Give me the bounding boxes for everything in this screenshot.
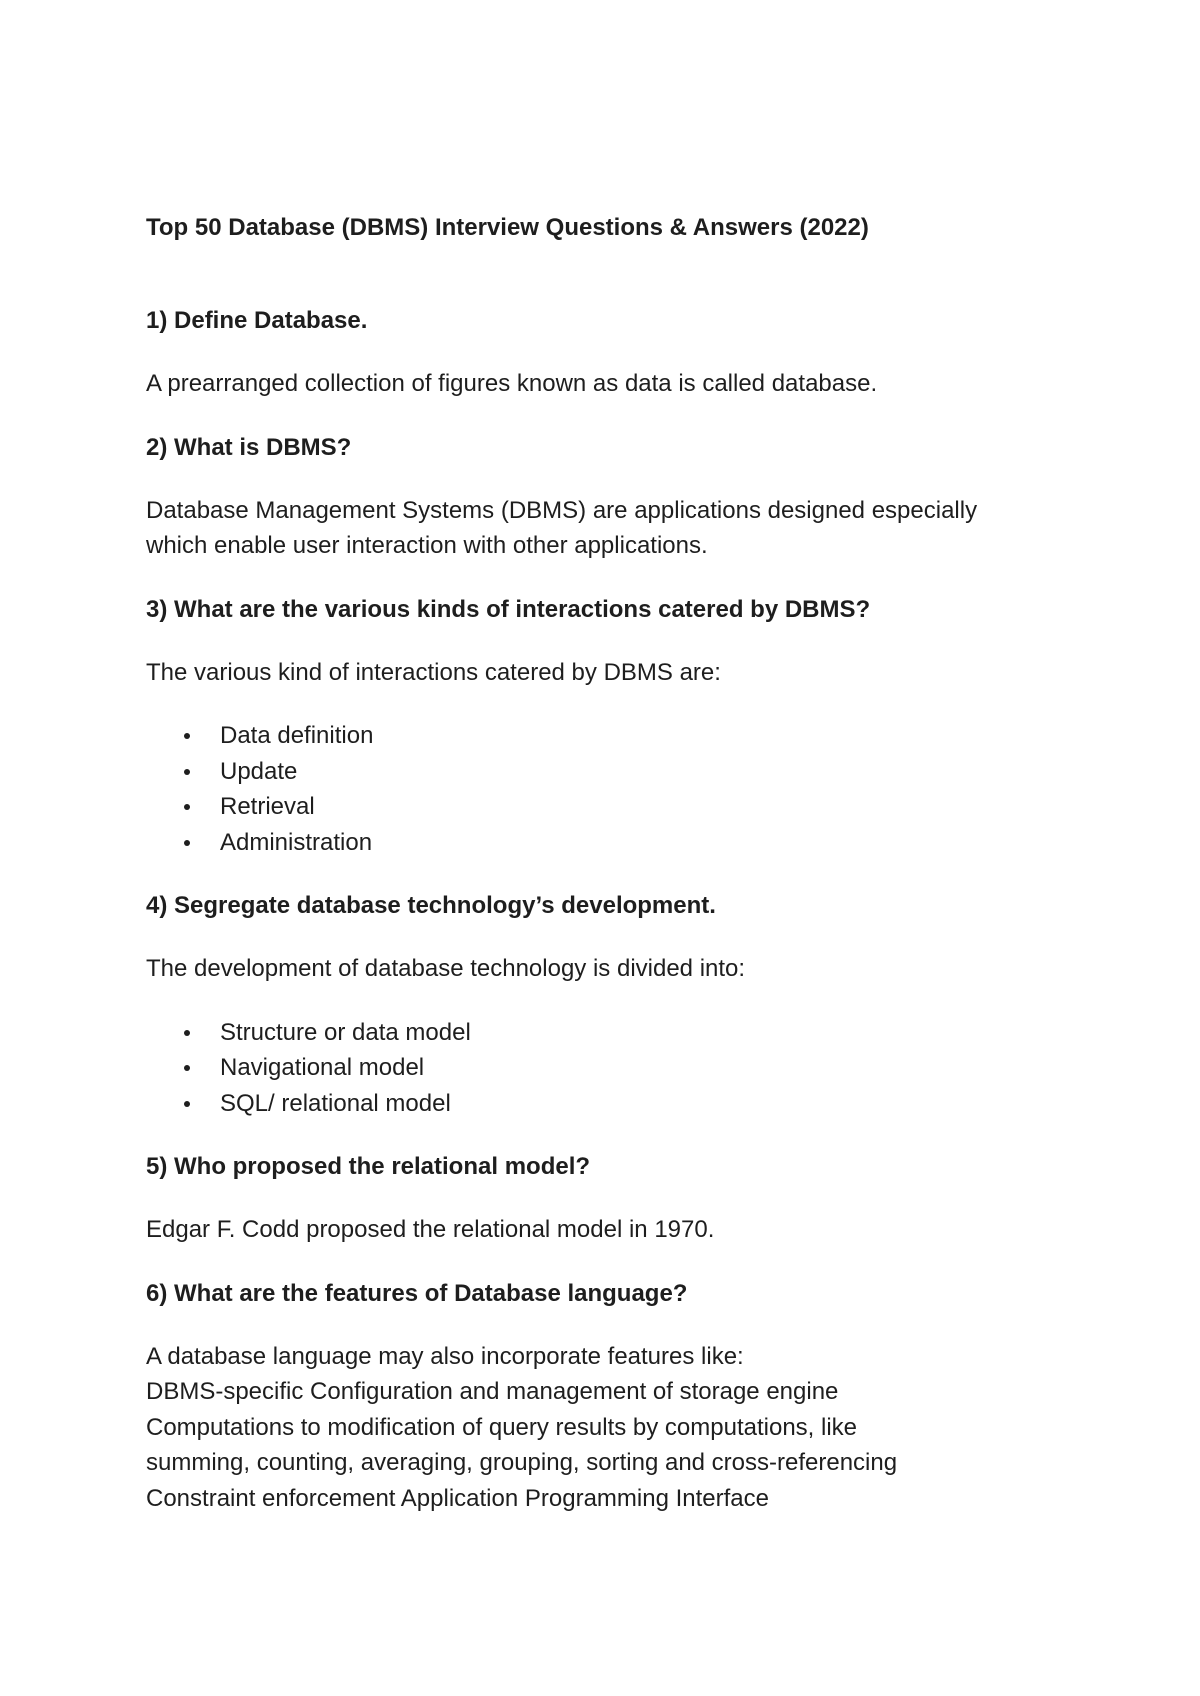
qa-section-6 [146,1276,1076,1517]
list-item-text: Update [220,757,298,785]
question-3: 3) What are the various kinds of interactions catered by DBMS? [146,595,871,623]
list-item [146,825,1076,861]
qa-section-1 [146,303,1076,402]
question-5: 5) Who proposed the relational model? [146,1153,591,1180]
answer-line: Constraint enforcement Application Programming Interface [146,1484,769,1512]
question-2: 2) What is DBMS? [146,433,352,461]
answer-5 [146,1212,1076,1248]
list-item-text: Administration [220,828,373,856]
document-title: Top 50 Database (DBMS) Interview Questions & Answers (2022) [146,214,869,241]
answer-2 [146,493,1076,564]
question-6: 6) What are the features of Database language? [146,1279,688,1307]
list-item-text: Structure or data model [220,1018,471,1046]
bullet-icon [184,1101,190,1107]
answer-line: Computations to modification of query results by computations, like [146,1413,858,1441]
list-item-text: Data definition [220,722,374,749]
answer-line: Edgar F. Codd proposed the relational model in 1970. [146,1216,715,1243]
list-item-text: Navigational model [220,1054,425,1081]
bullet-icon [184,840,190,846]
list-item [146,1050,1076,1086]
qa-section-3 [146,592,1076,861]
answer-line: which enable user interaction with other applications. [146,532,708,559]
list-item [146,754,1076,790]
answer-line: A prearranged collection of figures known as data is called database. [146,370,878,397]
bullet-icon [184,769,190,775]
list-item-text: Retrieval [220,793,315,820]
answer-line: summing, counting, averaging, grouping, sorting and cross-referencing [146,1449,898,1476]
question-4: 4) Segregate database technology’s development. [146,892,716,919]
question-1: 1) Define Database. [146,307,368,334]
answer-4 [146,951,1076,987]
answer-line: Database Management Systems (DBMS) are applications designed especially [146,496,978,524]
bullet-icon [184,804,190,810]
bullet-list-3 [146,718,1076,860]
qa-section-2 [146,430,1076,564]
list-item-text: SQL/ relational model [220,1089,451,1117]
answer-line: A database language may also incorporate features like: [146,1342,744,1370]
answer-line: The development of database technology is divided into: [146,955,746,982]
document-content [146,210,1076,1544]
qa-section-4 [146,888,1076,1121]
bullet-icon [184,733,190,739]
bullet-icon [184,1065,190,1071]
answer-1 [146,366,1076,402]
answer-3 [146,655,1076,691]
qa-section-5 [146,1149,1076,1248]
answer-6 [146,1339,1076,1517]
list-item [146,1086,1076,1122]
list-item [146,789,1076,825]
answer-line: DBMS-specific Configuration and management of storage engine [146,1378,839,1405]
bullet-list-4 [146,1015,1076,1122]
bullet-icon [184,1030,190,1036]
list-item [146,1015,1076,1051]
answer-line: The various kind of interactions catered by DBMS are: [146,658,721,686]
list-item [146,718,1076,754]
